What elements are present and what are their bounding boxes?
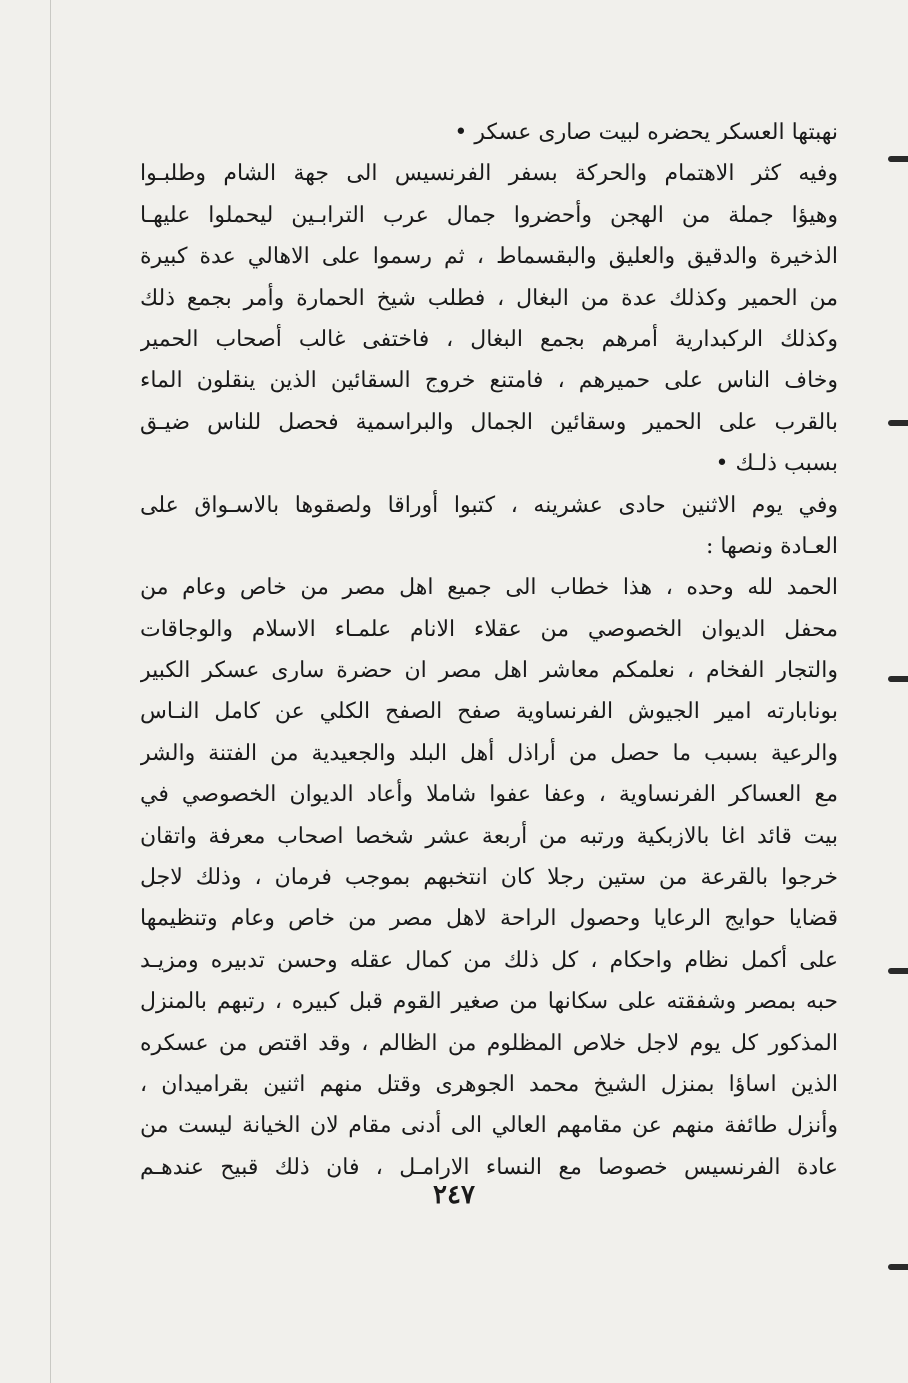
- text-line: بسبب ذلـك •: [715, 451, 838, 477]
- text-line: والرعية بسبب ما حصل من أراذل أهل البلد والجعيدية من الفتنة والشر: [140, 740, 838, 766]
- binding-mark: [888, 676, 908, 682]
- text-line: وخاف الناس على حميرهم ، فامتنع خروج السقائين الذين ينقلون الماء: [140, 368, 838, 394]
- text-line: الذين اساؤا بمنزل الشيخ محمد الجوهرى وقتل منهم اثنين بقراميدان ،: [140, 1071, 838, 1097]
- text-line: نهبتها العسكر يحضره لبيت صارى عسكر •: [454, 120, 838, 145]
- text-line: محفل الديوان الخصوصي من عقلاء الانام علمـاء الاسلام والوجاقات: [140, 616, 838, 642]
- binding-mark: [888, 420, 908, 426]
- text-line: بونابارته امير الجيوش الفرنساوية صفح الصفح الكلي عن كامل النـاس: [140, 699, 838, 725]
- text-line: مع العساكر الفرنساوية ، وعفا عفوا شاملا وأعاد الديوان الخصوصي في: [140, 782, 838, 808]
- text-line: قضايا حوايج الرعايا وحصول الراحة لاهل مصر من خاص وعام وتنظيمها: [140, 906, 838, 932]
- text-line: من الحمير وكذلك عدة من البغال ، فطلب شيخ الحمارة وأمر بجمع ذلك: [140, 285, 838, 311]
- text-line: العـادة ونصها :: [706, 533, 838, 559]
- binding-mark: [888, 968, 908, 974]
- text-line: الذخيرة والدقيق والعليق والبقسماط ، ثم رسموا على الاهالي عدة كبيرة: [140, 244, 838, 270]
- text-line: حبه بمصر وشفقته على سكانها من صغير القوم قبل كبيره ، رتبهم بالمنزل: [140, 989, 838, 1015]
- text-line: المذكور كل يوم لاجل خلاص المظلوم من الظالم ، وقد اقتص من عسكره: [140, 1030, 838, 1056]
- text-line: بالقرب على الحمير وسقائين الجمال والبراسمية فحصل للناس ضيـق: [140, 409, 838, 435]
- page-gutter-line: [50, 0, 51, 1383]
- text-line: بيت قائد اغا بالازبكية ورتبه من أربعة عشر شخصا اصحاب معرفة واتقان: [140, 823, 838, 849]
- text-line: وهيؤا جملة من الهجن وأحضروا جمال عرب الترابـين ليحملوا عليهـا: [140, 202, 838, 228]
- page-number: ٢٤٧: [433, 1180, 475, 1210]
- text-line: على أكمل نظام واحكام ، كل ذلك من كمال عقله وحسن تدبيره ومزيـد: [140, 947, 838, 973]
- text-line: الحمد لله وحده ، هذا خطاب الى جميع اهل مصر من خاص وعام من: [140, 575, 838, 601]
- text-line: والتجار الفخام ، نعلمكم معاشر اهل مصر ان حضرة سارى عسكر الكبير: [140, 658, 838, 684]
- text-line: وفيه كثر الاهتمام والحركة بسفر الفرنسيس الى جهة الشام وطلبـوا: [140, 161, 838, 187]
- page-body-text: [140, 112, 838, 1188]
- text-line: وكذلك الركبدارية أمرهم بجمع البغال ، فاختفى غالب أصحاب الحمير: [140, 326, 838, 352]
- binding-mark: [888, 1264, 908, 1270]
- text-line: وفي يوم الاثنين حادى عشرينه ، كتبوا أوراقا ولصقوها بالاسـواق على: [140, 492, 838, 518]
- text-line: وأنزل طائفة منهم عن مقامهم العالي الى أدنى مقام لان الخيانة ليست من: [140, 1113, 838, 1139]
- text-line: خرجوا بالقرعة من ستين رجلا كان انتخبهم بموجب فرمان ، وذلك لاجل: [140, 865, 838, 891]
- binding-mark: [888, 156, 908, 162]
- text-line: عادة الفرنسيس خصوصا مع النساء الارامـل ، فان ذلك قبيح عندهـم: [140, 1154, 838, 1180]
